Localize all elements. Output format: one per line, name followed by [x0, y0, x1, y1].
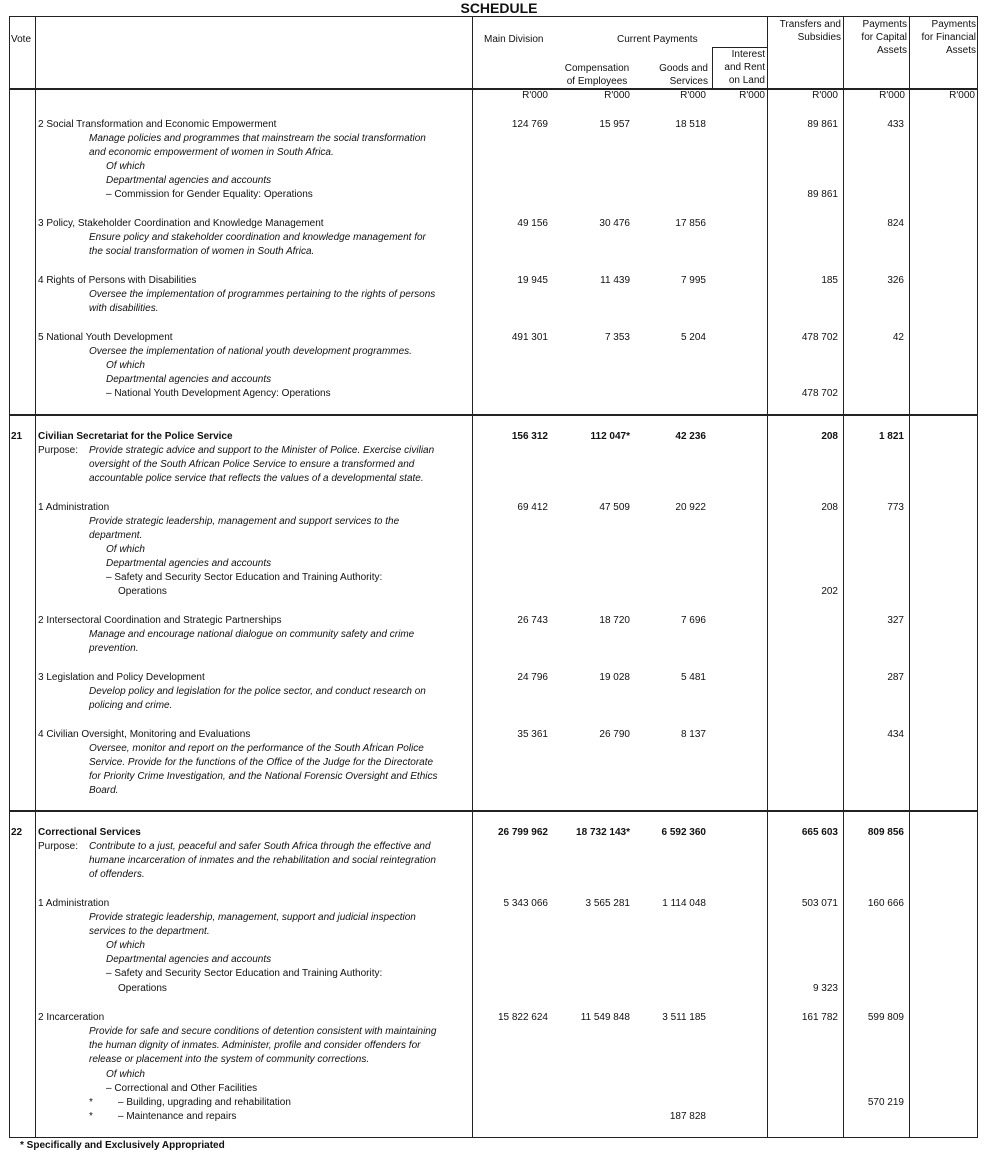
description-line: Oversee the implementation of programmes pertaining to the rights of persons	[89, 289, 436, 300]
value-goods: 42 236	[675, 431, 706, 442]
section-divider	[9, 810, 978, 812]
sub-item: Departmental agencies and accounts	[106, 175, 272, 186]
purpose-line: of offenders.	[89, 869, 145, 880]
description-line: policing and crime.	[89, 700, 173, 711]
sub-item: Operations	[118, 586, 167, 597]
value-transfers: 503 071	[801, 898, 838, 909]
sub-item: Of which	[106, 360, 145, 371]
page-title: SCHEDULE	[460, 0, 538, 16]
value-transfers: 478 702	[801, 332, 838, 343]
value-capital: 42	[892, 332, 904, 343]
sub-item: Of which	[106, 940, 145, 951]
row-description	[89, 288, 469, 316]
header-divider	[712, 47, 767, 48]
value-main: 26 743	[517, 615, 548, 626]
description-line: release or placement into the system of community corrections.	[89, 1054, 370, 1065]
value-comp: 26 790	[599, 729, 630, 740]
sub-item: – Commission for Gender Equality: Operations	[106, 189, 313, 200]
purpose-line: humane incarceration of inmates and the rehabilitation and social reintegration	[89, 855, 436, 866]
value-comp: 18 732 143*	[576, 827, 630, 838]
value-comp: 11 549 848	[580, 1012, 630, 1023]
unit-label: R'000	[680, 90, 706, 101]
value-capital: 570 219	[867, 1097, 904, 1108]
value-main: 49 156	[517, 218, 548, 229]
sub-item: Departmental agencies and accounts	[106, 374, 272, 385]
purpose-label: Purpose:	[38, 445, 79, 456]
value-goods: 1 114 048	[662, 898, 706, 909]
value-comp: 19 028	[599, 672, 630, 683]
description-line: Board.	[89, 785, 119, 796]
value-comp: 18 720	[599, 615, 630, 626]
header-vote: Vote	[11, 34, 32, 45]
purpose-text	[89, 444, 469, 486]
value-goods: 20 922	[675, 502, 706, 513]
unit-label: R'000	[879, 90, 905, 101]
value-transfers: 9 323	[812, 983, 838, 994]
description-line: Provide strategic leadership, management, support and judicial inspection	[89, 912, 416, 923]
value-capital: 434	[887, 729, 904, 740]
value-goods: 6 592 360	[661, 827, 706, 838]
value-capital: 824	[887, 218, 904, 229]
column-divider	[35, 16, 36, 1138]
row-label: 2 Social Transformation and Economic Empowerment	[38, 119, 277, 130]
description-line: Manage policies and programmes that mainstream the social transformation	[89, 133, 426, 144]
row-label: 5 National Youth Development	[38, 332, 173, 343]
header-goods: Goods and Services	[659, 63, 708, 87]
value-goods: 3 511 185	[662, 1012, 706, 1023]
description-line: with disabilities.	[89, 303, 159, 314]
unit-label: R'000	[604, 90, 630, 101]
value-transfers: 161 782	[801, 1012, 838, 1023]
description-line: Oversee the implementation of national youth development programmes.	[89, 346, 412, 357]
value-transfers: 89 861	[807, 119, 838, 130]
value-capital: 773	[887, 502, 904, 513]
description-line: the social transformation of women in South Africa.	[89, 246, 315, 257]
row-label: 3 Policy, Stakeholder Coordination and Knowledge Management	[38, 218, 324, 229]
header-financial: Payments for Financial Assets	[921, 19, 976, 56]
value-comp: 15 957	[599, 119, 630, 130]
value-goods: 7 995	[680, 275, 706, 286]
description-line: services to the department.	[89, 926, 210, 937]
row-description	[89, 515, 469, 543]
row-label: 3 Legislation and Policy Development	[38, 672, 205, 683]
value-main: 19 945	[517, 275, 548, 286]
value-main: 5 343 066	[503, 898, 548, 909]
description-line: prevention.	[89, 643, 139, 654]
value-goods: 5 481	[680, 672, 706, 683]
value-goods: 17 856	[675, 218, 706, 229]
sub-item: Of which	[106, 1069, 145, 1080]
description-line: for Priority Crime Investigation, and the National Forensic Oversight and Ethics	[89, 771, 438, 782]
row-description	[89, 345, 469, 359]
sub-item: – Correctional and Other Facilities	[106, 1083, 258, 1094]
header-interest: Interest and Rent on Land	[724, 49, 765, 86]
sub-item: Of which	[106, 161, 145, 172]
vote-number: 22	[11, 827, 23, 838]
value-main: 156 312	[511, 431, 548, 442]
header-capital: Payments for Capital Assets	[861, 19, 907, 56]
purpose-text	[89, 840, 469, 882]
value-transfers: 665 603	[801, 827, 838, 838]
value-transfers: 89 861	[807, 189, 838, 200]
value-goods: 7 696	[680, 615, 706, 626]
row-label: 1 Administration	[38, 898, 110, 909]
row-label: 1 Administration	[38, 502, 110, 513]
value-capital: 326	[887, 275, 904, 286]
description-line: Oversee, monitor and report on the performance of the South African Police	[89, 743, 424, 754]
row-label: 4 Rights of Persons with Disabilities	[38, 275, 197, 286]
value-transfers: 202	[821, 586, 838, 597]
unit-label: R'000	[812, 90, 838, 101]
header-compensation: Compensation of Employees	[564, 63, 630, 87]
row-description	[89, 742, 469, 798]
value-main: 69 412	[517, 502, 548, 513]
sub-item: Departmental agencies and accounts	[106, 954, 272, 965]
value-capital: 287	[887, 672, 904, 683]
column-divider	[767, 16, 768, 1138]
value-main: 26 799 962	[497, 827, 548, 838]
row-description	[89, 231, 469, 259]
header-current-payments: Current Payments	[617, 34, 698, 45]
row-label: 4 Civilian Oversight, Monitoring and Evaluations	[38, 729, 251, 740]
value-transfers: 478 702	[801, 388, 838, 399]
value-comp: 30 476	[599, 218, 630, 229]
sub-item: – Building, upgrading and rehabilitation	[118, 1097, 291, 1108]
value-goods: 18 518	[675, 119, 706, 130]
description-line: Manage and encourage national dialogue on community safety and crime	[89, 629, 415, 640]
sub-item: – Safety and Security Sector Education and Training Authority:	[106, 572, 383, 583]
description-line: Provide for safe and secure conditions of detention consistent with maintaining	[89, 1026, 437, 1037]
value-main: 491 301	[511, 332, 548, 343]
section-divider	[9, 414, 978, 416]
sub-item: – National Youth Development Agency: Operations	[106, 388, 331, 399]
row-description	[89, 1025, 469, 1067]
row-description	[89, 132, 469, 160]
value-transfers: 185	[821, 275, 838, 286]
appropriated-mark: *	[89, 1111, 93, 1122]
value-main: 15 822 624	[497, 1012, 548, 1023]
header-main-division: Main Division	[484, 34, 544, 45]
purpose-line: Provide strategic advice and support to the Minister of Police. Exercise civilian	[89, 445, 435, 456]
column-divider	[712, 47, 713, 88]
value-comp: 112 047*	[590, 431, 630, 442]
value-transfers: 208	[821, 502, 838, 513]
description-line: Ensure policy and stakeholder coordination and knowledge management for	[89, 232, 426, 243]
sub-item: Of which	[106, 544, 145, 555]
purpose-label: Purpose:	[38, 841, 79, 852]
row-label: 2 Intersectoral Coordination and Strategic Partnerships	[38, 615, 282, 626]
purpose-line: Contribute to a just, peaceful and safer South Africa through the effective and	[89, 841, 431, 852]
row-label: Correctional Services	[38, 827, 141, 838]
value-goods: 187 828	[669, 1111, 706, 1122]
vote-number: 21	[11, 431, 23, 442]
sub-item: Departmental agencies and accounts	[106, 558, 272, 569]
value-comp: 7 353	[604, 332, 630, 343]
unit-label: R'000	[949, 90, 975, 101]
value-main: 24 796	[517, 672, 548, 683]
appropriated-mark: *	[89, 1097, 93, 1108]
description-line: Provide strategic leadership, management and support services to the	[89, 516, 400, 527]
row-description	[89, 685, 469, 713]
value-comp: 11 439	[600, 275, 630, 286]
sub-item: Operations	[118, 983, 167, 994]
description-line: the human dignity of inmates. Administer, profile and consider offenders for	[89, 1040, 421, 1051]
value-goods: 5 204	[680, 332, 706, 343]
sub-item: – Safety and Security Sector Education and Training Authority:	[106, 968, 383, 979]
sub-item: – Maintenance and repairs	[118, 1111, 237, 1122]
column-divider	[909, 16, 910, 1138]
value-capital: 433	[887, 119, 904, 130]
value-comp: 3 565 281	[585, 898, 630, 909]
row-description	[89, 628, 469, 656]
description-line: Service. Provide for the functions of the Office of the Judge for the Directorate	[89, 757, 434, 768]
header-transfers: Transfers and Subsidies	[779, 19, 841, 43]
row-description	[89, 911, 469, 939]
column-divider	[843, 16, 844, 1138]
unit-label: R'000	[739, 90, 765, 101]
value-capital: 809 856	[867, 827, 904, 838]
purpose-line: accountable police service that reflects the values of a developmental state.	[89, 473, 424, 484]
value-goods: 8 137	[680, 729, 706, 740]
row-label: 2 Incarceration	[38, 1012, 105, 1023]
value-transfers: 208	[821, 431, 838, 442]
footnote: * Specifically and Exclusively Appropriated	[20, 1140, 225, 1151]
purpose-line: oversight of the South African Police Service to ensure a transformed and	[89, 459, 415, 470]
description-line: and economic empowerment of women in South Africa.	[89, 147, 334, 158]
row-label: Civilian Secretariat for the Police Service	[38, 431, 233, 442]
value-main: 35 361	[517, 729, 548, 740]
value-capital: 599 809	[867, 1012, 904, 1023]
unit-label: R'000	[522, 90, 548, 101]
value-comp: 47 509	[599, 502, 630, 513]
value-capital: 160 666	[867, 898, 904, 909]
value-capital: 327	[887, 615, 904, 626]
value-capital: 1 821	[878, 431, 904, 442]
description-line: department.	[89, 530, 143, 541]
column-divider	[472, 16, 473, 1138]
value-main: 124 769	[511, 119, 548, 130]
description-line: Develop policy and legislation for the police sector, and conduct research on	[89, 686, 426, 697]
